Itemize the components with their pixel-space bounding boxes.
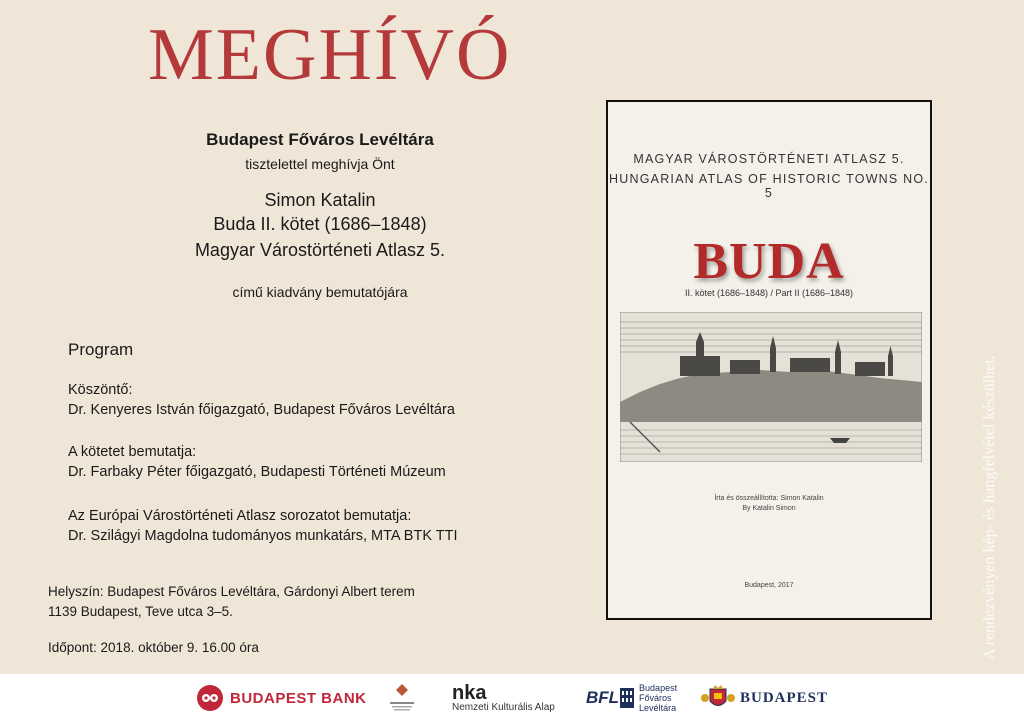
cover-series-hu: MAGYAR VÁROSTÖRTÉNETI ATLASZ 5. — [633, 152, 905, 166]
program-item-person: Dr. Kenyeres István főigazgató, Budapest Főváros Levéltára — [68, 402, 455, 418]
cover-series-en: HUNGARIAN ATLAS OF HISTORIC TOWNS NO. 5 — [609, 172, 929, 200]
program-item-label: Az Európai Várostörténeti Atlasz sorozatot bemutatja: — [68, 508, 412, 524]
budapest-bank-logo — [196, 674, 367, 722]
sponsor-bar — [0, 674, 1024, 722]
venue-line: Helyszín: Budapest Főváros Levéltára, Gárdonyi Albert terem — [48, 584, 415, 599]
budapest-label: BUDAPEST — [740, 689, 829, 706]
invitation-title: MEGHÍVÓ — [148, 14, 512, 96]
venue-address: 1139 Budapest, Teve utca 3–5. — [48, 604, 233, 619]
recording-notice: A rendezvényen kép- és hangfelvétel készülhet. — [981, 355, 998, 660]
event-subtitle: című kiadvány bemutatójára — [232, 284, 408, 300]
budapest-city-logo — [700, 674, 828, 722]
ministry-logo — [382, 674, 422, 722]
cover-title: BUDA — [693, 233, 845, 290]
book-cover — [606, 100, 932, 620]
program-item — [68, 506, 458, 546]
book-volume: Buda II. kötet (1686–1848) — [213, 214, 427, 234]
bfl-short: BFL — [586, 688, 620, 707]
program-item-label: Köszöntő: — [68, 382, 133, 398]
program-item — [68, 380, 455, 420]
bfl-building-icon — [619, 686, 635, 710]
program-heading: Program — [68, 340, 134, 359]
organizer: Budapest Főváros Levéltára — [206, 130, 434, 149]
bfl-logo — [586, 674, 677, 722]
budapest-coat-of-arms-icon — [700, 683, 736, 713]
program-item-person: Dr. Farbaky Péter főigazgató, Budapesti Történeti Múzeum — [68, 464, 446, 480]
nka-logo — [452, 674, 555, 722]
crest-icon — [382, 678, 422, 718]
event-time: Időpont: 2018. október 9. 16.00 óra — [48, 640, 259, 655]
nka-short: nka — [452, 681, 487, 704]
program-item — [68, 442, 446, 482]
invite-line: tisztelettel meghívja Önt — [245, 156, 395, 172]
cover-part: II. kötet (1686–1848) / Part II (1686–1848) — [684, 288, 854, 298]
nka-full: Nemzeti Kulturális Alap — [452, 701, 555, 713]
buda-engraving-image — [620, 312, 922, 462]
cover-credit-hu: Írta és összeállította: Simon Katalin — [714, 495, 824, 502]
cover-place-year: Budapest, 2017 — [744, 582, 794, 589]
cover-credit-en: By Katalin Simon — [742, 505, 796, 512]
author-name: Simon Katalin — [264, 190, 376, 210]
budapest-bank-label: BUDAPEST BANK — [230, 689, 367, 707]
program-item-person: Dr. Szilágyi Magdolna tudományos munkatárs, MTA BTK TTI — [68, 528, 458, 544]
bfl-line3: Levéltára — [639, 703, 677, 713]
program-item-label: A kötetet bemutatja: — [68, 444, 197, 460]
book-series: Magyar Várostörténeti Atlasz 5. — [194, 240, 446, 260]
bfl-line1: Budapest — [639, 683, 678, 693]
bfl-line2: Főváros — [639, 693, 672, 703]
budapest-bank-icon — [196, 684, 224, 712]
